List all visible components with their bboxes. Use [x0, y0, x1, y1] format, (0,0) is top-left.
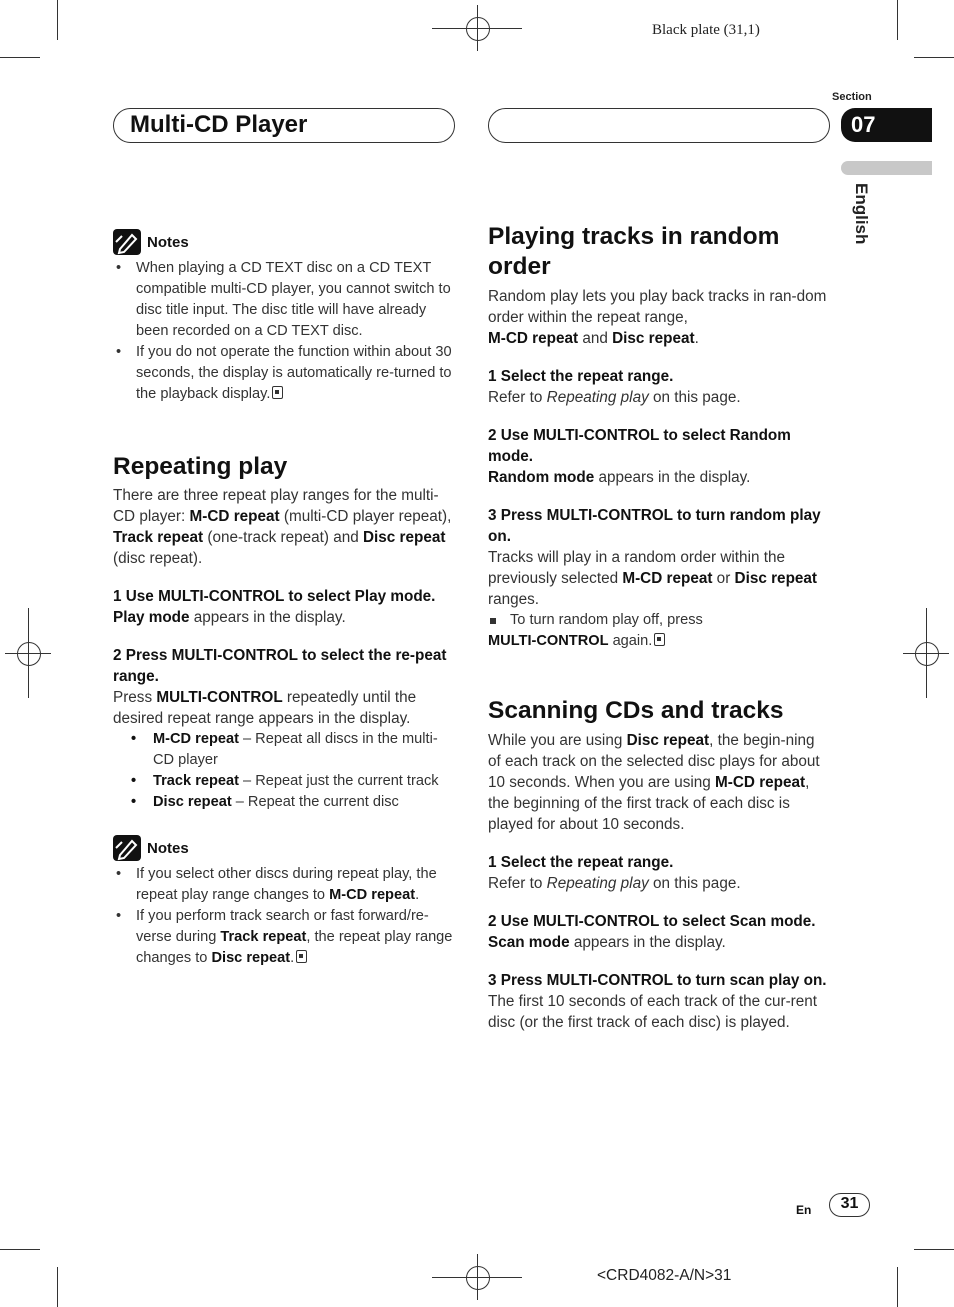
random-step-3-text: Tracks will play in a random order within the previously selected M-CD repeat or Disc repeat ranges.	[488, 549, 818, 608]
random-intro: Random play lets you play back tracks in ran-dom order within the repeat range, M-CD repeat and Disc repeat.	[488, 288, 827, 347]
end-mark-icon	[654, 633, 665, 646]
repeating-intro: There are three repeat play ranges for the multi-CD player: M-CD repeat (multi-CD player repeat), Track repeat (one-track repeat) and Disc repeat (disc repeat).	[113, 487, 452, 567]
end-mark-icon	[296, 950, 307, 963]
repeat-range-list	[113, 729, 455, 813]
heading-repeating-play: Repeating play	[113, 453, 288, 480]
notes-header	[113, 228, 455, 256]
language-tab: English	[852, 183, 871, 245]
scanning-step-1-text: Refer to Repeating play on this page.	[488, 875, 741, 892]
random-step-3: 3 Press MULTI-CONTROL to turn random play on.	[488, 507, 821, 545]
list-item: • Disc repeat – Repeat the current disc	[113, 792, 455, 813]
scanning-step-1: 1 Select the repeat range.	[488, 854, 674, 871]
notes-title: Notes	[147, 233, 189, 251]
repeating-step-1: 1 Use MULTI-CONTROL to select Play mode.	[113, 588, 436, 605]
repeating-step-2: 2 Press MULTI-CONTROL to select the re-peat range.	[113, 647, 447, 685]
note-item: • If you do not operate the function within about 30 seconds, the display is automatically re-turned to the playback display.	[113, 342, 455, 405]
random-step-2: 2 Use MULTI-CONTROL to select Random mode.	[488, 427, 791, 465]
list-item: • M-CD repeat – Repeat all discs in the multi-CD player	[113, 729, 455, 771]
notes-header	[113, 834, 455, 862]
section-label: Section	[832, 91, 872, 103]
note-item: • When playing a CD TEXT disc on a CD TEXT compatible multi-CD player, you cannot switch to disc title input. The disc title will have already been recorded on a CD TEXT disc.	[113, 258, 455, 342]
empty-header-pill	[488, 108, 830, 143]
scanning-step-2: 2 Use MULTI-CONTROL to select Scan mode.	[488, 913, 816, 930]
scanning-step-3: 3 Press MULTI-CONTROL to turn scan play on.	[488, 972, 827, 989]
plate-label: Black plate (31,1)	[652, 22, 760, 38]
document-code: <CRD4082-A/N>31	[597, 1267, 732, 1284]
random-off-tip-cont: MULTI-CONTROL again.	[488, 631, 830, 652]
random-step-1: 1 Select the repeat range.	[488, 368, 674, 385]
random-off-tip: To turn random play off, press	[488, 610, 830, 631]
repeating-step-1-text: Play mode appears in the display.	[113, 609, 346, 626]
list-item: • Track repeat – Repeat just the current track	[113, 771, 455, 792]
repeating-step-2-text: Press MULTI-CONTROL repeatedly until the desired repeat range appears in the display.	[113, 689, 417, 727]
chapter-title: Multi-CD Player	[130, 111, 308, 138]
random-step-2-text: Random mode appears in the display.	[488, 469, 751, 486]
section-number: 07	[841, 108, 932, 142]
notes-list	[113, 864, 455, 969]
scanning-step-3-text: The first 10 seconds of each track of the cur-rent disc (or the first track of each disc) is played.	[488, 993, 818, 1031]
notes-list	[113, 258, 455, 405]
heading-random-play: Playing tracks in random order	[488, 223, 780, 280]
page-number: 31	[829, 1193, 870, 1217]
left-column	[113, 228, 455, 969]
right-column	[488, 222, 830, 1033]
notes-pencil-icon	[113, 835, 141, 861]
heading-scanning: Scanning CDs and tracks	[488, 697, 784, 724]
note-item: • If you perform track search or fast forward/re-verse during Track repeat, the repeat play range changes to Disc repeat.	[113, 906, 455, 969]
scanning-intro: While you are using Disc repeat, the begin-ning of each track on the selected disc plays for about 10 seconds. When you are using M-CD repeat, the beginning of the first track of each disc is played for about 10 seconds.	[488, 732, 820, 833]
notes-pencil-icon	[113, 229, 141, 255]
random-step-1-text: Refer to Repeating play on this page.	[488, 389, 741, 406]
section-tab-bar	[841, 161, 932, 175]
chapter-title-pill	[113, 108, 455, 143]
notes-title: Notes	[147, 839, 189, 857]
scanning-step-2-text: Scan mode appears in the display.	[488, 934, 726, 951]
end-mark-icon	[272, 386, 283, 399]
note-item: • If you select other discs during repeat play, the repeat play range changes to M-CD repeat.	[113, 864, 455, 906]
language-code: En	[796, 1203, 812, 1217]
